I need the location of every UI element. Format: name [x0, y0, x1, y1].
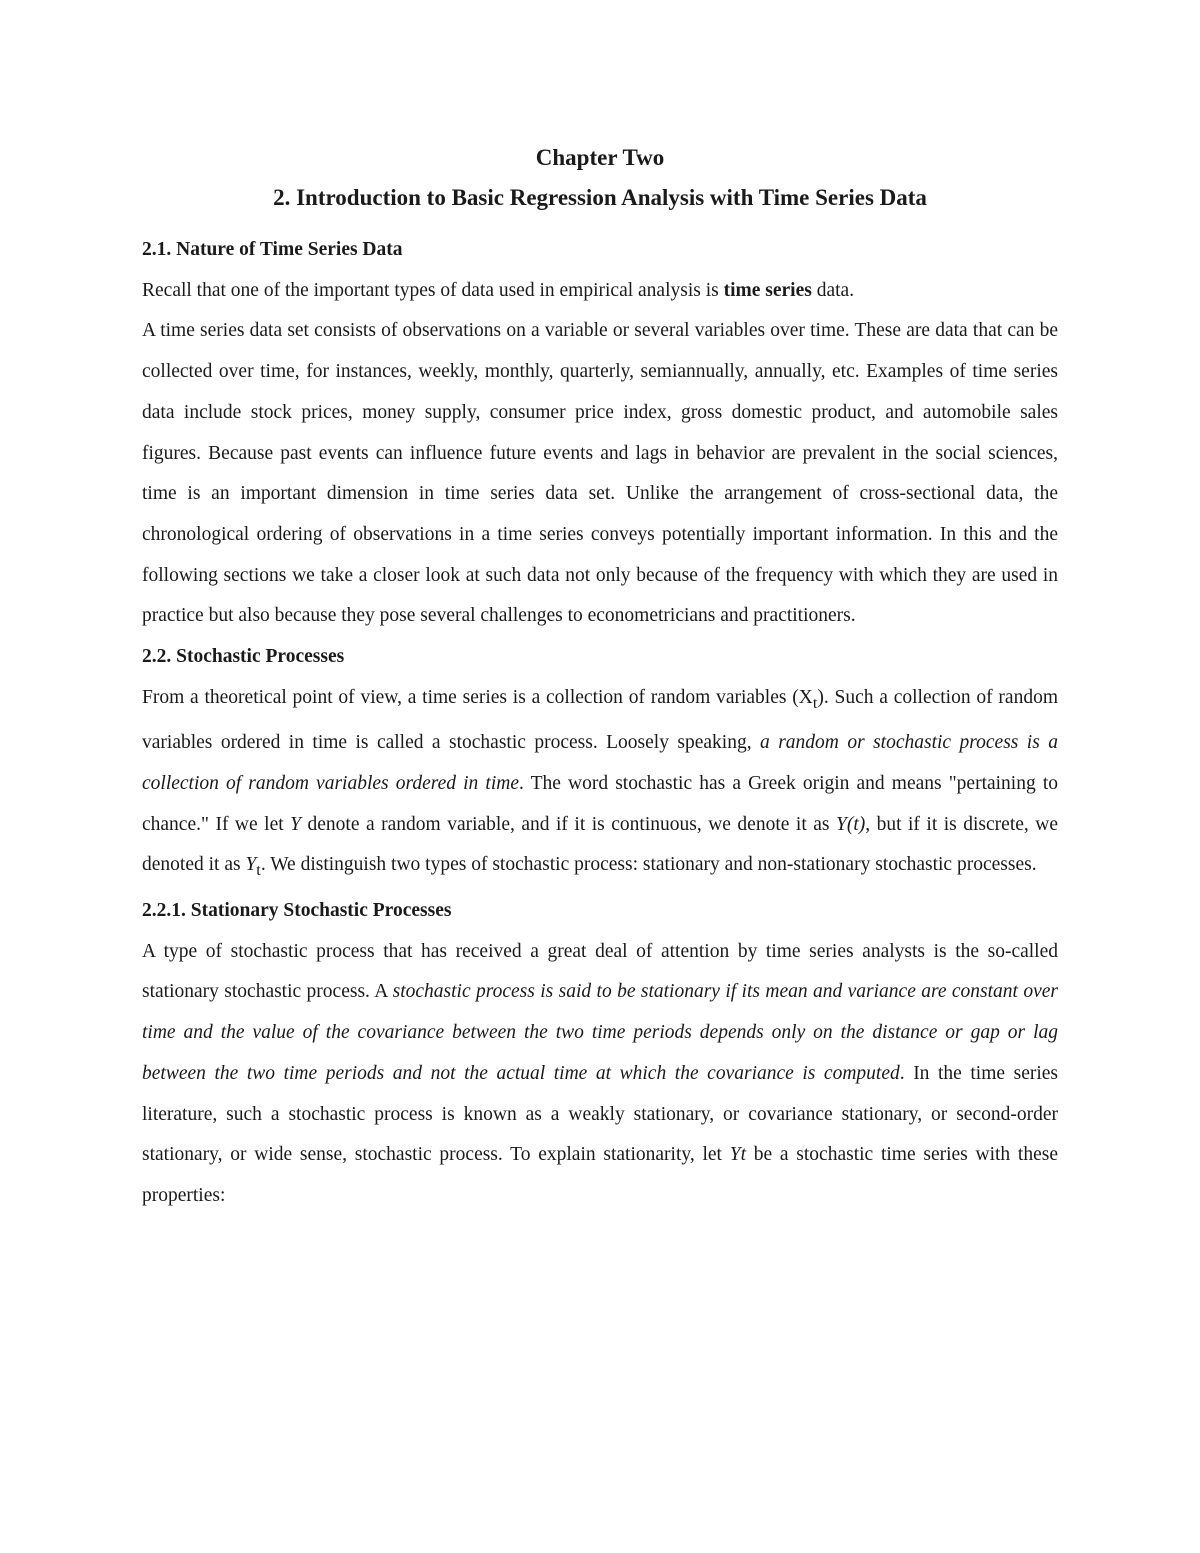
text-span: denote a random variable, and if it is continuous, we denote it as — [301, 813, 836, 835]
section-heading-stationary: 2.2.1. Stationary Stochastic Processes — [142, 900, 452, 922]
text-span: be a stochastic time series with these properties: — [142, 1144, 1058, 1206]
section-heading-nature: 2.1. Nature of Time Series Data — [142, 239, 403, 260]
text-span: From a theoretical point of view, a time series is a collection of random variables (X — [142, 686, 813, 708]
italic-variable: Y(t) — [835, 813, 866, 835]
document-page — [142, 140, 1058, 1217]
text-span: ). Such a collection of random variables ordered in time is called a stochastic process. Loosely speaking, — [142, 686, 1058, 754]
main-title: 2. Introduction to Basic Regression Analysis with Time Series Data — [273, 185, 927, 210]
paragraph-stationary — [142, 932, 1058, 1217]
text-span: . We distinguish two types of stochastic process: stationary and non-stationary stochastic processes. — [260, 854, 1037, 876]
italic-variable: Yt — [729, 1144, 746, 1166]
subscript: t — [812, 693, 818, 712]
bold-term: time series — [723, 279, 812, 301]
chapter-title: Chapter Two — [535, 145, 665, 170]
section-heading-stochastic: 2.2. Stochastic Processes — [142, 646, 345, 668]
italic-definition: stochastic process is said to be stationary if its mean and variance are constant over time and the value of the covariance between the two time periods depends only on the distance or gap or lag between the two time periods and not the actual time at which the covariance is computed — [142, 981, 1059, 1084]
italic-definition: a random or stochastic process is a collection of random variables ordered in time — [142, 732, 1059, 795]
italic-variable: Y — [290, 813, 302, 835]
text-span: , but if it is discrete, we denoted it as — [142, 813, 1058, 876]
text-span: A type of stochastic process that has received a great deal of attention by time series analysts is the so-called stationary stochastic process. A — [142, 940, 1058, 1003]
text-span: Recall that one of the important types of data used in empirical analysis is — [142, 279, 724, 301]
paragraph-definition: A time series data set consists of observations on a variable or several variables over time. These are data that can be collected over time, for instances, weekly, monthly, quarterly, semiannually, annually, etc. Examples of time series data include stock prices, money supply, consumer price index, gross domestic product, and automobile sales figures. Because past events can influence future events and lags in behavior are prevalent in the social sciences, time is an important dimension in time series data set. Unlike the arrangement of cross-sectional data, the chronological ordering of observations in a time series conveys potentially important information. In this and the following sections we take a closer look at such data not only because of the frequency with which they are used in practice but also because they pose several challenges to econometricians and practitioners. — [142, 320, 1058, 627]
text-span: . In the time series literature, such a stochastic process is known as a weakly stationary, or covariance stationary, or second-order stationary, or wide sense, stochastic process. To explain stationarity, let — [142, 1062, 1059, 1166]
subscript: t — [256, 861, 261, 880]
paragraph-recall — [142, 271, 1058, 312]
paragraph-stochastic — [142, 678, 1058, 891]
text-span: . The word stochastic has a Greek origin and means "pertaining to chance." If we let — [142, 773, 1058, 835]
italic-variable: Y — [245, 854, 257, 876]
text-span: data. — [811, 279, 855, 301]
